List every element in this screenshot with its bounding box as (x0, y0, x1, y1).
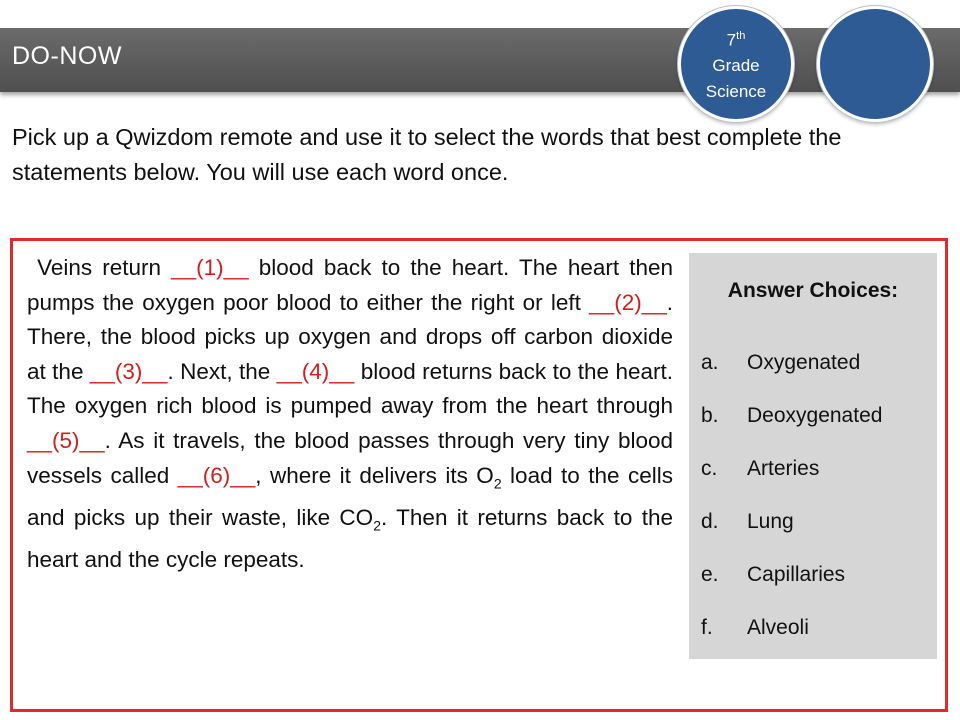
answer-choice-e: e. Capillaries (701, 563, 846, 586)
grade-number: 7th (726, 29, 746, 50)
instructions-text: Pick up a Qwizdom remote and use it to select the words that best complete the statements below. You will use each word once. (12, 124, 842, 185)
answer-choice-a: a. Oxygenated (701, 351, 861, 374)
answer-choice-c: c. Arteries (701, 457, 820, 480)
answer-choices-panel (689, 253, 937, 659)
blank-2: __(2)__ (589, 289, 667, 315)
answer-choice-d: d. Lung (701, 510, 794, 533)
blank-5: __(5)__ (27, 427, 105, 453)
blank-3: __(3)__ (89, 358, 168, 384)
activity-box (10, 238, 948, 712)
blank-6: __(6)__ (177, 462, 256, 488)
page-title: DO-NOW (12, 42, 122, 70)
answer-choice-b: b. Deoxygenated (701, 404, 883, 427)
grade-label: Grade (712, 56, 760, 76)
blank-4: __(4)__ (276, 358, 355, 384)
subject-label: Science (705, 82, 767, 102)
header-bar (0, 28, 960, 92)
grade-badge (678, 6, 794, 122)
answer-choices-title: Answer Choices: (727, 279, 899, 302)
passage-text: Veins return __(1)__ blood back to the heart. The heart then pumps the oxygen poor blood to either the right or left __(2)__. There, the blood picks up oxygen and drops off carbon dioxide at the __(3)__. Next, the __(4)__ blood returns back to the heart. The oxygen rich blood is pumped away from the heart through __(5)__. As it travels, the blood passes through very tiny blood vessels called __(6)__, where it delivers its $O_2$ load to the cells and picks up their waste, like $CO_2$. Then it returns back to the heart and the cycle repeats. (27, 255, 673, 572)
answer-list (701, 351, 882, 669)
answer-choice-f: f. Alveoli (701, 616, 809, 639)
blank-1: __(1)__ (171, 255, 249, 280)
decorative-circle (817, 6, 933, 122)
